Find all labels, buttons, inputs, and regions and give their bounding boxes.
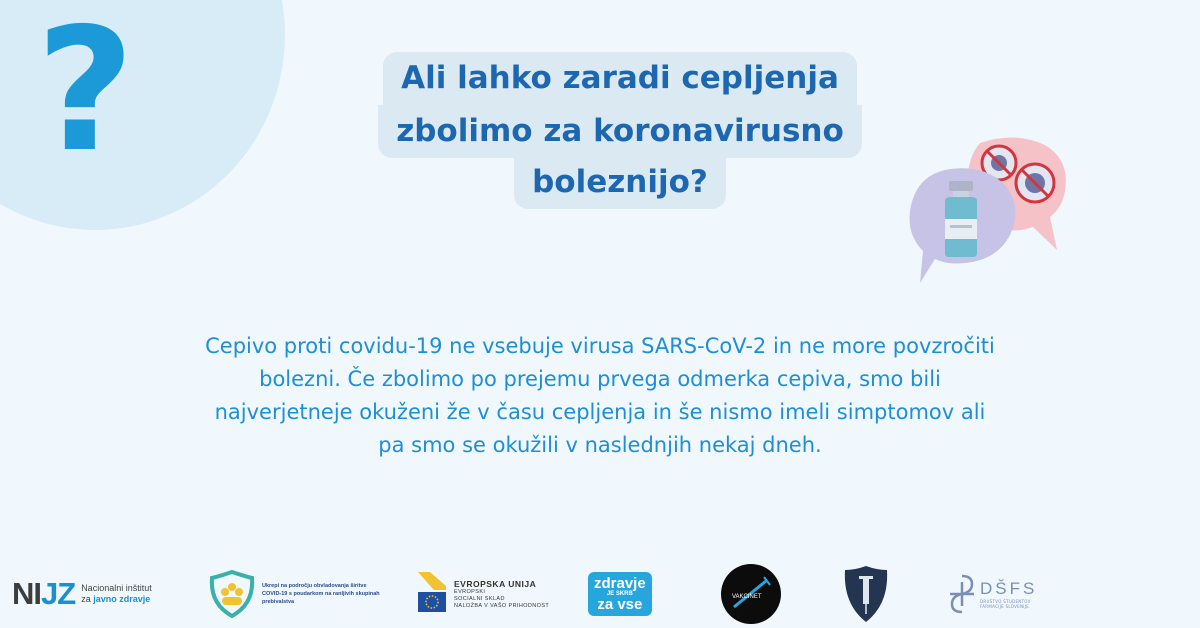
covid-project-text: Ukrepi na področju obvladovanja širitve COVID-19 s poudarkom na ranljivih skupinah prebivalstva (262, 583, 380, 605)
nijz-text: Nacionalni inštitut za javno zdravje (81, 583, 152, 604)
shield-syringe-icon (843, 564, 889, 624)
eu-text: EVROPSKA UNIJA EVROPSKI SOCIALNI SKLAD NALOŽBA V VAŠO PRIHODNOST (454, 578, 550, 609)
body-line-3: najverjetneje okuženi že v času cepljenja in še nismo imeli simptomov ali (214, 400, 986, 424)
eu-flag-icon (416, 570, 448, 618)
title-line-2: zbolimo za koronavirusno (378, 105, 862, 158)
dsfs-mark: DŠFS (980, 579, 1038, 598)
body-line-2: bolezni. Če zbolimo po prejemu prvega odmerka cepiva, smo bili (259, 367, 941, 391)
dsfs-symbol-icon (948, 574, 976, 614)
dsfs-logo: DŠFS DRUŠTVO ŠTUDENTOV FARMACIJE SLOVENIJE (948, 560, 1037, 628)
shield-logo (843, 560, 889, 628)
nijz-mark: NIJZ (12, 576, 76, 611)
eu-logo (416, 560, 549, 628)
people-shield-icon (208, 568, 256, 620)
question-mark-icon: ? (36, 0, 135, 190)
title-line-1: Ali lahko zaradi cepljenja (383, 52, 857, 105)
vaccine-speech-bubbles-icon (905, 135, 1075, 285)
body-text (140, 330, 1060, 462)
footer-logos (0, 560, 1200, 628)
body-line-1: Cepivo proti covidu-19 ne vsebuje virusa SARS-CoV-2 in ne more povzročiti (205, 334, 995, 358)
zdravje-logo: zdravje JE SKRB za vse (588, 560, 652, 628)
vakcinet-text: VAKCINET (732, 594, 762, 600)
title-line-3: boleznijo? (514, 156, 726, 209)
body-line-4: pa smo se okužili v naslednjih nekaj dneh. (378, 433, 822, 457)
nijz-logo (12, 560, 152, 628)
vakcinet-logo (720, 560, 782, 628)
page-title (340, 52, 900, 209)
covid-project-logo (208, 560, 382, 628)
